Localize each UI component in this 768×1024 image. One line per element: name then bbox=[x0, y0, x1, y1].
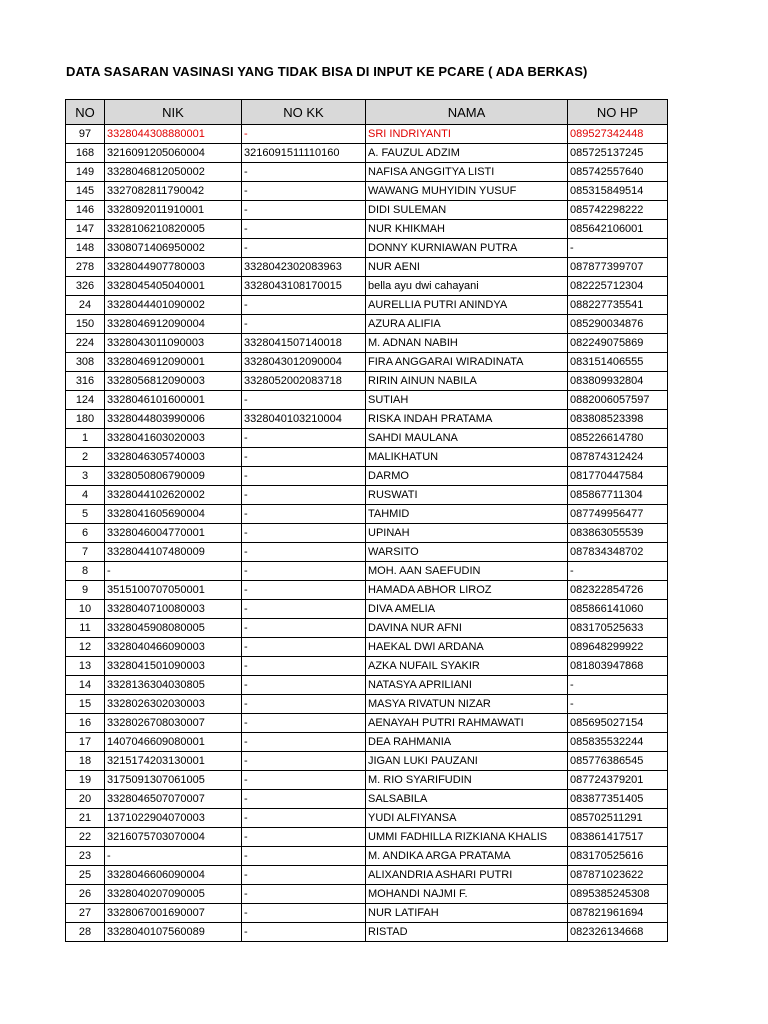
cell-nik: 3328040466090003 bbox=[105, 638, 242, 657]
cell-no-kk: - bbox=[242, 125, 366, 144]
table-row bbox=[66, 182, 668, 201]
cell-nama: SUTIAH bbox=[366, 391, 568, 410]
cell-nik: 3328106210820005 bbox=[105, 220, 242, 239]
cell-nama: DONNY KURNIAWAN PUTRA bbox=[366, 239, 568, 258]
cell-nik: 3328136304030805 bbox=[105, 676, 242, 695]
cell-nik: 3328040710080003 bbox=[105, 600, 242, 619]
table-row bbox=[66, 600, 668, 619]
cell-nik: 3328046812050002 bbox=[105, 163, 242, 182]
cell-no-hp: 083809932804 bbox=[568, 372, 668, 391]
table-row bbox=[66, 619, 668, 638]
cell-nama: UPINAH bbox=[366, 524, 568, 543]
table-row bbox=[66, 638, 668, 657]
table-row bbox=[66, 847, 668, 866]
cell-no-hp: 085315849514 bbox=[568, 182, 668, 201]
cell-nik: 1371022904070003 bbox=[105, 809, 242, 828]
cell-no-hp: 087749956477 bbox=[568, 505, 668, 524]
cell-nik: 3328041603020003 bbox=[105, 429, 242, 448]
table-row bbox=[66, 505, 668, 524]
cell-no-hp: 082249075869 bbox=[568, 334, 668, 353]
cell-no: 21 bbox=[66, 809, 105, 828]
table-row bbox=[66, 372, 668, 391]
cell-no-kk: 3328040103210004 bbox=[242, 410, 366, 429]
cell-no: 10 bbox=[66, 600, 105, 619]
cell-no: 7 bbox=[66, 543, 105, 562]
cell-nik: - bbox=[105, 562, 242, 581]
cell-no: 12 bbox=[66, 638, 105, 657]
cell-no: 146 bbox=[66, 201, 105, 220]
cell-no-hp: 087874312424 bbox=[568, 448, 668, 467]
cell-nama: JIGAN LUKI PAUZANI bbox=[366, 752, 568, 771]
cell-nama: NUR AENI bbox=[366, 258, 568, 277]
table-row bbox=[66, 885, 668, 904]
cell-no-hp: 085695027154 bbox=[568, 714, 668, 733]
cell-no-hp: 081803947868 bbox=[568, 657, 668, 676]
table-row bbox=[66, 923, 668, 942]
cell-no: 25 bbox=[66, 866, 105, 885]
cell-no-kk: - bbox=[242, 391, 366, 410]
cell-no-hp: 082225712304 bbox=[568, 277, 668, 296]
cell-no: 6 bbox=[66, 524, 105, 543]
cell-no-hp: 085702511291 bbox=[568, 809, 668, 828]
cell-no-kk: - bbox=[242, 429, 366, 448]
cell-no: 20 bbox=[66, 790, 105, 809]
table-row bbox=[66, 353, 668, 372]
cell-nama: bella ayu dwi cahayani bbox=[366, 277, 568, 296]
cell-no: 224 bbox=[66, 334, 105, 353]
cell-nama: RISKA INDAH PRATAMA bbox=[366, 410, 568, 429]
cell-no-hp: 085226614780 bbox=[568, 429, 668, 448]
cell-no: 168 bbox=[66, 144, 105, 163]
cell-nama: DARMO bbox=[366, 467, 568, 486]
cell-no-hp: 082322854726 bbox=[568, 581, 668, 600]
cell-no-kk: - bbox=[242, 467, 366, 486]
cell-nik: 3328045405040001 bbox=[105, 277, 242, 296]
cell-no: 8 bbox=[66, 562, 105, 581]
cell-no: 4 bbox=[66, 486, 105, 505]
cell-nik: 3328040207090005 bbox=[105, 885, 242, 904]
cell-no-kk: - bbox=[242, 885, 366, 904]
document-title: DATA SASARAN VASINASI YANG TIDAK BISA DI INPUT KE PCARE ( ADA BERKAS) bbox=[66, 64, 588, 79]
header-nama: NAMA bbox=[366, 100, 568, 125]
table-row bbox=[66, 467, 668, 486]
cell-no-kk: - bbox=[242, 904, 366, 923]
header-no-hp: NO HP bbox=[568, 100, 668, 125]
cell-no: 2 bbox=[66, 448, 105, 467]
cell-no: 23 bbox=[66, 847, 105, 866]
table-row bbox=[66, 334, 668, 353]
cell-no: 22 bbox=[66, 828, 105, 847]
cell-nik: 3515100707050001 bbox=[105, 581, 242, 600]
cell-no: 9 bbox=[66, 581, 105, 600]
cell-nik: 3328050806790009 bbox=[105, 467, 242, 486]
cell-no: 3 bbox=[66, 467, 105, 486]
cell-no: 150 bbox=[66, 315, 105, 334]
cell-no-hp: 083170525633 bbox=[568, 619, 668, 638]
cell-nama: HAEKAL DWI ARDANA bbox=[366, 638, 568, 657]
cell-nik: 3328040107560089 bbox=[105, 923, 242, 942]
table-row bbox=[66, 581, 668, 600]
table-row bbox=[66, 657, 668, 676]
cell-no-hp: - bbox=[568, 562, 668, 581]
cell-nama: A. FAUZUL ADZIM bbox=[366, 144, 568, 163]
cell-no-kk: - bbox=[242, 657, 366, 676]
table-row bbox=[66, 752, 668, 771]
cell-nama: RIRIN AINUN NABILA bbox=[366, 372, 568, 391]
cell-no-kk: - bbox=[242, 448, 366, 467]
cell-nama: MOHANDI NAJMI F. bbox=[366, 885, 568, 904]
cell-no-kk: 3328052002083718 bbox=[242, 372, 366, 391]
table-row bbox=[66, 277, 668, 296]
table-row bbox=[66, 220, 668, 239]
table-row bbox=[66, 296, 668, 315]
cell-nik: 3216091205060004 bbox=[105, 144, 242, 163]
cell-nik: 3328046305740003 bbox=[105, 448, 242, 467]
cell-no-kk: - bbox=[242, 543, 366, 562]
header-no: NO bbox=[66, 100, 105, 125]
cell-nama: TAHMID bbox=[366, 505, 568, 524]
cell-no-hp: 081770447584 bbox=[568, 467, 668, 486]
cell-no: 17 bbox=[66, 733, 105, 752]
cell-nik: 3328046004770001 bbox=[105, 524, 242, 543]
cell-nama: MOH. AAN SAEFUDIN bbox=[366, 562, 568, 581]
cell-no-hp: 085725137245 bbox=[568, 144, 668, 163]
cell-no-kk: 3328042302083963 bbox=[242, 258, 366, 277]
table-row bbox=[66, 866, 668, 885]
cell-nama: RUSWATI bbox=[366, 486, 568, 505]
cell-nama: DAVINA NUR AFNI bbox=[366, 619, 568, 638]
cell-no-hp: 085290034876 bbox=[568, 315, 668, 334]
cell-no-kk: - bbox=[242, 220, 366, 239]
table-row bbox=[66, 543, 668, 562]
cell-no-hp: 082326134668 bbox=[568, 923, 668, 942]
table-row bbox=[66, 809, 668, 828]
cell-nik: 3308071406950002 bbox=[105, 239, 242, 258]
cell-no-hp: 085866141060 bbox=[568, 600, 668, 619]
cell-no-hp: - bbox=[568, 695, 668, 714]
cell-no-hp: 085642106001 bbox=[568, 220, 668, 239]
cell-nik: 3328067001690007 bbox=[105, 904, 242, 923]
cell-no-hp: 083151406555 bbox=[568, 353, 668, 372]
table-row bbox=[66, 562, 668, 581]
data-table bbox=[65, 99, 668, 942]
cell-no: 147 bbox=[66, 220, 105, 239]
cell-no-hp: 083877351405 bbox=[568, 790, 668, 809]
table-row bbox=[66, 239, 668, 258]
cell-no-kk: 3216091511110160 bbox=[242, 144, 366, 163]
cell-nama: MASYA RIVATUN NIZAR bbox=[366, 695, 568, 714]
table-row bbox=[66, 695, 668, 714]
cell-nama: M. ADNAN NABIH bbox=[366, 334, 568, 353]
cell-no-kk: - bbox=[242, 809, 366, 828]
cell-no-kk: - bbox=[242, 695, 366, 714]
cell-nama: ALIXANDRIA ASHARI PUTRI bbox=[366, 866, 568, 885]
cell-nik: 3327082811790042 bbox=[105, 182, 242, 201]
cell-no: 97 bbox=[66, 125, 105, 144]
cell-no-hp: 085776386545 bbox=[568, 752, 668, 771]
cell-no-hp: 083170525616 bbox=[568, 847, 668, 866]
header-no-kk: NO KK bbox=[242, 100, 366, 125]
cell-nama: DIDI SULEMAN bbox=[366, 201, 568, 220]
cell-no: 28 bbox=[66, 923, 105, 942]
cell-no: 27 bbox=[66, 904, 105, 923]
table-body bbox=[66, 125, 668, 942]
cell-no: 145 bbox=[66, 182, 105, 201]
cell-no-hp: 0895385245308 bbox=[568, 885, 668, 904]
cell-no-hp: 087877399707 bbox=[568, 258, 668, 277]
cell-nama: NUR LATIFAH bbox=[366, 904, 568, 923]
cell-no: 24 bbox=[66, 296, 105, 315]
cell-nik: - bbox=[105, 847, 242, 866]
cell-no: 180 bbox=[66, 410, 105, 429]
cell-nama: MALIKHATUN bbox=[366, 448, 568, 467]
cell-no: 13 bbox=[66, 657, 105, 676]
cell-no-kk: - bbox=[242, 771, 366, 790]
cell-no-hp: 085742557640 bbox=[568, 163, 668, 182]
table-row bbox=[66, 524, 668, 543]
table-row bbox=[66, 429, 668, 448]
cell-nik: 3175091307061005 bbox=[105, 771, 242, 790]
cell-nama: YUDI ALFIYANSA bbox=[366, 809, 568, 828]
cell-nik: 3328046101600001 bbox=[105, 391, 242, 410]
cell-nik: 3328044401090002 bbox=[105, 296, 242, 315]
cell-no: 148 bbox=[66, 239, 105, 258]
cell-nama: SRI INDRIYANTI bbox=[366, 125, 568, 144]
cell-nama: WAWANG MUHYIDIN YUSUF bbox=[366, 182, 568, 201]
cell-no-kk: 3328043108170015 bbox=[242, 277, 366, 296]
cell-nama: AENAYAH PUTRI RAHMAWATI bbox=[366, 714, 568, 733]
cell-no-kk: - bbox=[242, 828, 366, 847]
cell-no: 5 bbox=[66, 505, 105, 524]
cell-no-kk: - bbox=[242, 847, 366, 866]
table-row bbox=[66, 448, 668, 467]
cell-nik: 3328046912090001 bbox=[105, 353, 242, 372]
table-row bbox=[66, 391, 668, 410]
table-row bbox=[66, 676, 668, 695]
cell-nik: 3328045908080005 bbox=[105, 619, 242, 638]
table-row bbox=[66, 201, 668, 220]
cell-no-hp: - bbox=[568, 676, 668, 695]
cell-nama: RISTAD bbox=[366, 923, 568, 942]
cell-no: 278 bbox=[66, 258, 105, 277]
cell-nik: 3328092011910001 bbox=[105, 201, 242, 220]
cell-nik: 3328056812090003 bbox=[105, 372, 242, 391]
table-row bbox=[66, 258, 668, 277]
cell-no-hp: 088227735541 bbox=[568, 296, 668, 315]
table-row bbox=[66, 144, 668, 163]
cell-no-hp: 085835532244 bbox=[568, 733, 668, 752]
cell-no-hp: 087821961694 bbox=[568, 904, 668, 923]
table-row bbox=[66, 904, 668, 923]
cell-no: 326 bbox=[66, 277, 105, 296]
table-header-row bbox=[66, 100, 668, 125]
table-row bbox=[66, 771, 668, 790]
cell-no: 1 bbox=[66, 429, 105, 448]
cell-no: 19 bbox=[66, 771, 105, 790]
cell-no: 14 bbox=[66, 676, 105, 695]
cell-nik: 3328041605690004 bbox=[105, 505, 242, 524]
cell-no: 124 bbox=[66, 391, 105, 410]
cell-nik: 1407046609080001 bbox=[105, 733, 242, 752]
cell-nama: UMMI FADHILLA RIZKIANA KHALIS bbox=[366, 828, 568, 847]
cell-no: 15 bbox=[66, 695, 105, 714]
cell-nama: NAFISA ANGGITYA LISTI bbox=[366, 163, 568, 182]
table-row bbox=[66, 790, 668, 809]
cell-nama: FIRA ANGGARAI WIRADINATA bbox=[366, 353, 568, 372]
cell-no: 308 bbox=[66, 353, 105, 372]
cell-nik: 3328046912090004 bbox=[105, 315, 242, 334]
cell-no-kk: - bbox=[242, 486, 366, 505]
cell-no: 16 bbox=[66, 714, 105, 733]
cell-nama: HAMADA ABHOR LIROZ bbox=[366, 581, 568, 600]
cell-no-hp: 083863055539 bbox=[568, 524, 668, 543]
cell-no-kk: - bbox=[242, 790, 366, 809]
cell-nama: AZURA ALIFIA bbox=[366, 315, 568, 334]
cell-no-kk: 3328041507140018 bbox=[242, 334, 366, 353]
cell-nama: AZKA NUFAIL SYAKIR bbox=[366, 657, 568, 676]
cell-no-hp: 087834348702 bbox=[568, 543, 668, 562]
cell-no-kk: - bbox=[242, 600, 366, 619]
cell-nik: 3328044308880001 bbox=[105, 125, 242, 144]
cell-no-kk: - bbox=[242, 923, 366, 942]
table-row bbox=[66, 828, 668, 847]
cell-no-hp: 089648299922 bbox=[568, 638, 668, 657]
cell-nama: NATASYA APRILIANI bbox=[366, 676, 568, 695]
cell-nama: SALSABILA bbox=[366, 790, 568, 809]
cell-no-kk: - bbox=[242, 163, 366, 182]
cell-no-hp: 087871023622 bbox=[568, 866, 668, 885]
table-row bbox=[66, 486, 668, 505]
cell-nama: NUR KHIKMAH bbox=[366, 220, 568, 239]
cell-no: 316 bbox=[66, 372, 105, 391]
table-row bbox=[66, 315, 668, 334]
cell-no-kk: - bbox=[242, 619, 366, 638]
table-row bbox=[66, 733, 668, 752]
cell-nik: 3328044107480009 bbox=[105, 543, 242, 562]
cell-no-kk: - bbox=[242, 676, 366, 695]
cell-nama: M. ANDIKA ARGA PRATAMA bbox=[366, 847, 568, 866]
cell-nik: 3215174203130001 bbox=[105, 752, 242, 771]
cell-nik: 3328041501090003 bbox=[105, 657, 242, 676]
cell-no-kk: - bbox=[242, 562, 366, 581]
cell-nik: 3328026708030007 bbox=[105, 714, 242, 733]
cell-nik: 3328044907780003 bbox=[105, 258, 242, 277]
cell-no-hp: 085867711304 bbox=[568, 486, 668, 505]
table-row bbox=[66, 163, 668, 182]
cell-nik: 3328044102620002 bbox=[105, 486, 242, 505]
cell-no: 149 bbox=[66, 163, 105, 182]
cell-nama: AURELLIA PUTRI ANINDYA bbox=[366, 296, 568, 315]
cell-no-kk: - bbox=[242, 752, 366, 771]
cell-nama: WARSITO bbox=[366, 543, 568, 562]
cell-no-kk: - bbox=[242, 315, 366, 334]
cell-no-hp: 089527342448 bbox=[568, 125, 668, 144]
table-row bbox=[66, 714, 668, 733]
cell-nik: 3328026302030003 bbox=[105, 695, 242, 714]
cell-nik: 3328043011090003 bbox=[105, 334, 242, 353]
cell-no-kk: - bbox=[242, 638, 366, 657]
cell-nama: SAHDI MAULANA bbox=[366, 429, 568, 448]
cell-no-hp: 083808523398 bbox=[568, 410, 668, 429]
cell-no-kk: 3328043012090004 bbox=[242, 353, 366, 372]
cell-no-kk: - bbox=[242, 239, 366, 258]
cell-no-kk: - bbox=[242, 733, 366, 752]
cell-no-hp: - bbox=[568, 239, 668, 258]
cell-nama: DIVA AMELIA bbox=[366, 600, 568, 619]
cell-no-kk: - bbox=[242, 524, 366, 543]
cell-nik: 3328044803990006 bbox=[105, 410, 242, 429]
cell-no-kk: - bbox=[242, 714, 366, 733]
cell-no-kk: - bbox=[242, 201, 366, 220]
cell-nama: M. RIO SYARIFUDIN bbox=[366, 771, 568, 790]
cell-no-hp: 087724379201 bbox=[568, 771, 668, 790]
header-nik: NIK bbox=[105, 100, 242, 125]
cell-no-hp: 0882006057597 bbox=[568, 391, 668, 410]
cell-no: 18 bbox=[66, 752, 105, 771]
cell-no: 26 bbox=[66, 885, 105, 904]
cell-nama: DEA RAHMANIA bbox=[366, 733, 568, 752]
cell-nik: 3328046606090004 bbox=[105, 866, 242, 885]
cell-nik: 3216075703070004 bbox=[105, 828, 242, 847]
table-row bbox=[66, 125, 668, 144]
cell-no-kk: - bbox=[242, 505, 366, 524]
cell-no-kk: - bbox=[242, 182, 366, 201]
cell-no: 11 bbox=[66, 619, 105, 638]
cell-nik: 3328046507070007 bbox=[105, 790, 242, 809]
table-row bbox=[66, 410, 668, 429]
cell-no-hp: 083861417517 bbox=[568, 828, 668, 847]
cell-no-kk: - bbox=[242, 296, 366, 315]
cell-no-hp: 085742298222 bbox=[568, 201, 668, 220]
cell-no-kk: - bbox=[242, 581, 366, 600]
cell-no-kk: - bbox=[242, 866, 366, 885]
